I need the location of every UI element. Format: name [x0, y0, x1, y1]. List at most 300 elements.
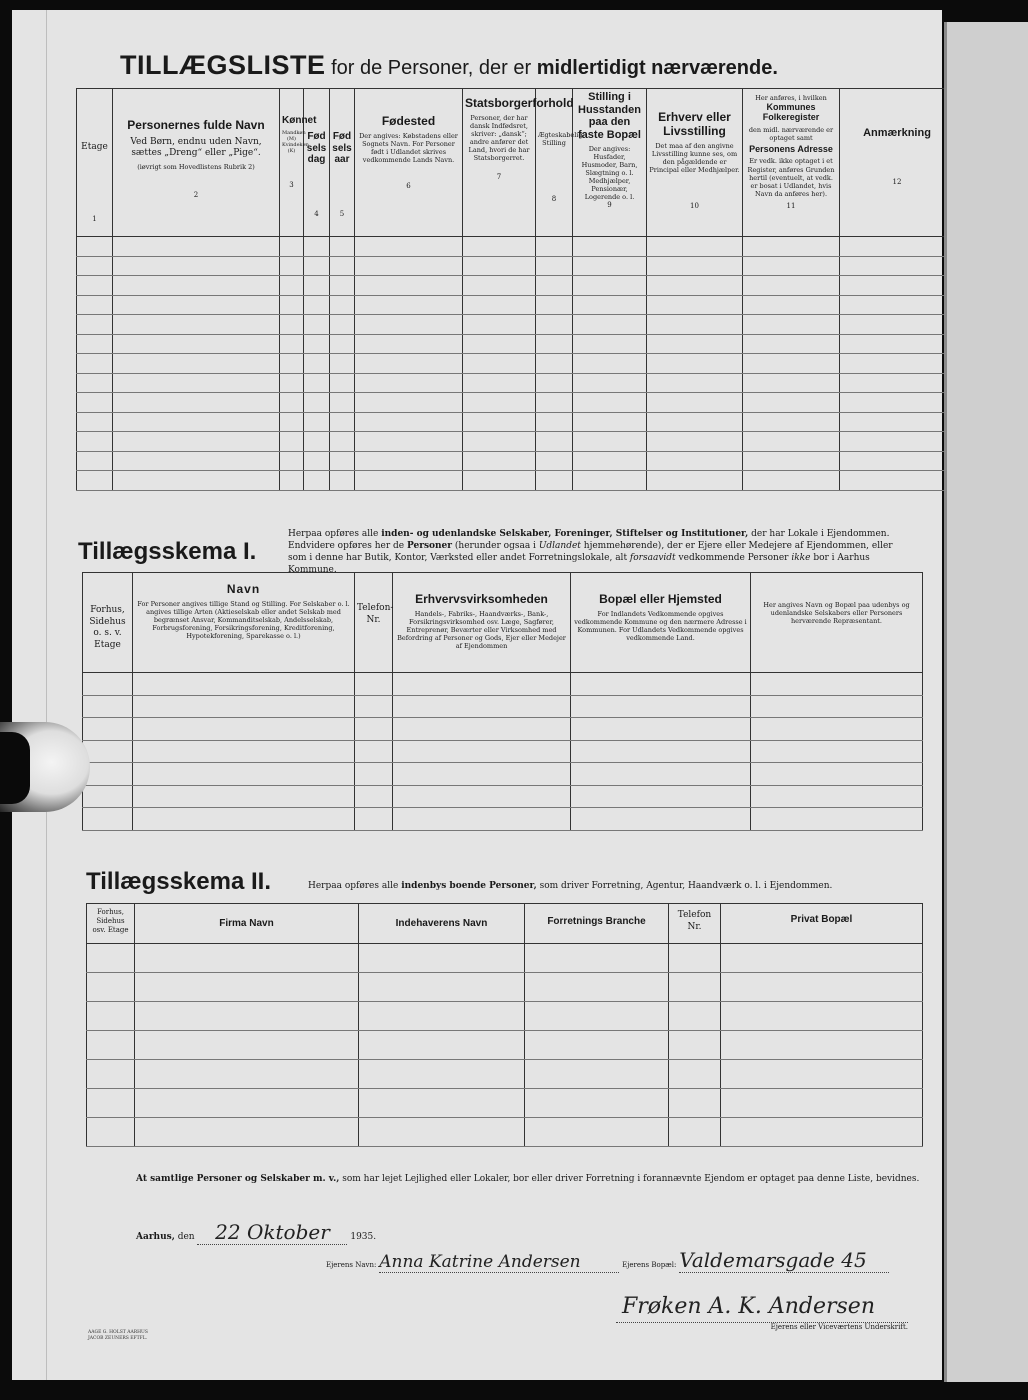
- empty-cell[interactable]: [330, 276, 355, 296]
- empty-cell[interactable]: [751, 718, 923, 741]
- empty-cell[interactable]: [463, 256, 536, 276]
- empty-cell[interactable]: [355, 695, 393, 718]
- empty-cell[interactable]: [669, 944, 721, 973]
- skema1-row: [83, 673, 923, 696]
- empty-cell[interactable]: [536, 393, 573, 413]
- empty-cell[interactable]: [743, 315, 840, 335]
- empty-cell[interactable]: [721, 1031, 923, 1060]
- empty-cell[interactable]: [721, 1060, 923, 1089]
- col-foedselsaar: Fødselsaar 5: [330, 89, 355, 237]
- owner-address-handwritten: Valdemarsgade 45: [679, 1248, 889, 1273]
- empty-cell[interactable]: [463, 471, 536, 491]
- empty-cell[interactable]: [87, 1031, 135, 1060]
- empty-cell[interactable]: [463, 373, 536, 393]
- empty-cell[interactable]: [721, 1118, 923, 1147]
- list-row: [77, 412, 955, 432]
- empty-cell[interactable]: [743, 451, 840, 471]
- empty-cell[interactable]: [647, 237, 743, 257]
- empty-cell[interactable]: [573, 393, 647, 413]
- signature-label: Ejerens eller Viceværtens Underskrift.: [616, 1322, 908, 1331]
- empty-cell[interactable]: [840, 295, 955, 315]
- empty-cell[interactable]: [840, 373, 955, 393]
- empty-cell[interactable]: [571, 740, 751, 763]
- col-aegteskab: Ægteskabelig Stilling 8: [536, 89, 573, 237]
- col-statsborger: Statsborgerforhold Personer, der har dansk Indfødsret, skriver: „dansk“; andre anfører det Land, hvori de har Statsborgerret. 7: [463, 89, 536, 237]
- skema2-description: Herpaa opføres alle indenbys boende Personer, som driver Forretning, Agentur, Haandværk o. l. i Ejendommen.: [308, 881, 833, 891]
- list-row: [77, 373, 955, 393]
- empty-cell[interactable]: [525, 1002, 669, 1031]
- empty-cell[interactable]: [536, 373, 573, 393]
- empty-cell[interactable]: [571, 718, 751, 741]
- empty-cell[interactable]: [280, 471, 304, 491]
- empty-cell[interactable]: [355, 354, 463, 374]
- empty-cell[interactable]: [463, 393, 536, 413]
- adjacent-page: [944, 22, 1028, 1382]
- empty-cell[interactable]: [87, 973, 135, 1002]
- empty-cell[interactable]: [304, 334, 330, 354]
- empty-cell[interactable]: [77, 237, 113, 257]
- empty-cell[interactable]: [280, 334, 304, 354]
- empty-cell[interactable]: [135, 973, 359, 1002]
- skema2-row: [87, 1118, 923, 1147]
- empty-cell[interactable]: [669, 1031, 721, 1060]
- empty-cell[interactable]: [573, 334, 647, 354]
- skema1-row: [83, 695, 923, 718]
- col-erhverv: Erhverv eller Livsstilling Det maa af den angivne Livsstilling kunne ses, om den pågældende er Principal eller Medhjælper. 10: [647, 89, 743, 237]
- empty-cell[interactable]: [647, 276, 743, 296]
- empty-cell[interactable]: [304, 432, 330, 452]
- empty-cell[interactable]: [463, 432, 536, 452]
- empty-cell[interactable]: [840, 354, 955, 374]
- empty-cell[interactable]: [743, 354, 840, 374]
- empty-cell[interactable]: [135, 1118, 359, 1147]
- empty-cell[interactable]: [113, 393, 280, 413]
- empty-cell[interactable]: [647, 393, 743, 413]
- empty-cell[interactable]: [113, 256, 280, 276]
- list-header-row: [77, 89, 955, 237]
- empty-cell[interactable]: [280, 432, 304, 452]
- empty-cell[interactable]: [840, 276, 955, 296]
- col-navn: Personernes fulde Navn Ved Børn, endnu uden Navn, sættes „Dreng“ eller „Pige“. (iøvrigt som Hovedlistens Rubrik 2) 2: [113, 89, 280, 237]
- empty-cell[interactable]: [133, 718, 355, 741]
- empty-cell[interactable]: [355, 237, 463, 257]
- title-middle: for de Personer, der er: [331, 57, 532, 79]
- empty-cell[interactable]: [525, 1031, 669, 1060]
- empty-cell[interactable]: [669, 1089, 721, 1118]
- empty-cell[interactable]: [393, 673, 571, 696]
- empty-cell[interactable]: [393, 763, 571, 786]
- empty-cell[interactable]: [393, 785, 571, 808]
- empty-cell[interactable]: [840, 393, 955, 413]
- empty-cell[interactable]: [355, 373, 463, 393]
- list-row: [77, 471, 955, 491]
- col-etage: Etage 1: [77, 89, 113, 237]
- empty-cell[interactable]: [536, 315, 573, 335]
- empty-cell[interactable]: [393, 740, 571, 763]
- empty-cell[interactable]: [83, 673, 133, 696]
- empty-cell[interactable]: [113, 432, 280, 452]
- empty-cell[interactable]: [113, 373, 280, 393]
- empty-cell[interactable]: [113, 315, 280, 335]
- s2-col-indehaver: Indehaverens Navn: [359, 904, 525, 944]
- empty-cell[interactable]: [330, 256, 355, 276]
- empty-cell[interactable]: [135, 944, 359, 973]
- empty-cell[interactable]: [77, 471, 113, 491]
- empty-cell[interactable]: [525, 1118, 669, 1147]
- list-row: [77, 354, 955, 374]
- empty-cell[interactable]: [77, 276, 113, 296]
- skema1-row: [83, 763, 923, 786]
- empty-cell[interactable]: [280, 276, 304, 296]
- tillaegsliste-table: [76, 88, 955, 491]
- empty-cell[interactable]: [536, 432, 573, 452]
- empty-cell[interactable]: [573, 315, 647, 335]
- empty-cell[interactable]: [463, 451, 536, 471]
- empty-cell[interactable]: [355, 471, 463, 491]
- empty-cell[interactable]: [743, 471, 840, 491]
- empty-cell[interactable]: [463, 412, 536, 432]
- empty-cell[interactable]: [135, 1060, 359, 1089]
- empty-cell[interactable]: [536, 237, 573, 257]
- empty-cell[interactable]: [571, 695, 751, 718]
- empty-cell[interactable]: [743, 334, 840, 354]
- col-anmaerkning: Anmærkning 12: [840, 89, 955, 237]
- empty-cell[interactable]: [304, 471, 330, 491]
- empty-cell[interactable]: [355, 276, 463, 296]
- empty-cell[interactable]: [840, 471, 955, 491]
- empty-cell[interactable]: [647, 334, 743, 354]
- empty-cell[interactable]: [359, 1002, 525, 1031]
- empty-cell[interactable]: [743, 412, 840, 432]
- empty-cell[interactable]: [113, 276, 280, 296]
- empty-cell[interactable]: [525, 1089, 669, 1118]
- list-row: [77, 315, 955, 335]
- empty-cell[interactable]: [355, 718, 393, 741]
- s1-col-etage: Forhus, Sidehus o. s. v. Etage: [83, 573, 133, 673]
- empty-cell[interactable]: [83, 808, 133, 831]
- empty-cell[interactable]: [355, 673, 393, 696]
- skema1-row: [83, 808, 923, 831]
- empty-cell[interactable]: [751, 740, 923, 763]
- empty-cell[interactable]: [87, 944, 135, 973]
- empty-cell[interactable]: [721, 1002, 923, 1031]
- empty-cell[interactable]: [359, 1060, 525, 1089]
- empty-cell[interactable]: [83, 718, 133, 741]
- empty-cell[interactable]: [83, 695, 133, 718]
- empty-cell[interactable]: [751, 763, 923, 786]
- skema1-row: [83, 740, 923, 763]
- empty-cell[interactable]: [330, 354, 355, 374]
- empty-cell[interactable]: [721, 944, 923, 973]
- empty-cell[interactable]: [393, 718, 571, 741]
- empty-cell[interactable]: [304, 237, 330, 257]
- empty-cell[interactable]: [743, 237, 840, 257]
- empty-cell[interactable]: [751, 673, 923, 696]
- empty-cell[interactable]: [113, 295, 280, 315]
- empty-cell[interactable]: [280, 315, 304, 335]
- empty-cell[interactable]: [840, 334, 955, 354]
- empty-cell[interactable]: [133, 673, 355, 696]
- empty-cell[interactable]: [463, 315, 536, 335]
- empty-cell[interactable]: [840, 412, 955, 432]
- empty-cell[interactable]: [573, 471, 647, 491]
- empty-cell[interactable]: [77, 451, 113, 471]
- empty-cell[interactable]: [571, 763, 751, 786]
- empty-cell[interactable]: [113, 237, 280, 257]
- empty-cell[interactable]: [330, 451, 355, 471]
- s1-col-bopael: Bopæl eller Hjemsted For Indlandets Vedkommende opgives vedkommende Kommune og den nærmere Adresse i Kommunen. For Udlandets Vedkommende opgives vedkommende Land.: [571, 573, 751, 673]
- owner-name-line: Ejerens Navn: Anna Katrine Andersen Ejerens Bopæl: Valdemarsgade 45: [326, 1248, 889, 1273]
- empty-cell[interactable]: [573, 451, 647, 471]
- empty-cell[interactable]: [280, 354, 304, 374]
- skema2-row: [87, 1060, 923, 1089]
- empty-cell[interactable]: [840, 451, 955, 471]
- empty-cell[interactable]: [135, 1031, 359, 1060]
- empty-cell[interactable]: [304, 373, 330, 393]
- empty-cell[interactable]: [113, 412, 280, 432]
- empty-cell[interactable]: [355, 740, 393, 763]
- empty-cell[interactable]: [355, 315, 463, 335]
- col-adresse: Her anføres, i hvilken Kommunes Folkeregister den midl. nærværende er optaget samt Personens Adresse Er vedk. ikke optaget i et Register, anføres Grunden hertil (eventuelt, at vedk. er bosat i Udlandet, hvis Navn da anføres her). 11: [743, 89, 840, 237]
- empty-cell[interactable]: [751, 695, 923, 718]
- empty-cell[interactable]: [135, 1089, 359, 1118]
- empty-cell[interactable]: [77, 334, 113, 354]
- list-row: [77, 432, 955, 452]
- empty-cell[interactable]: [280, 373, 304, 393]
- empty-cell[interactable]: [77, 354, 113, 374]
- empty-cell[interactable]: [304, 393, 330, 413]
- empty-cell[interactable]: [330, 471, 355, 491]
- empty-cell[interactable]: [573, 412, 647, 432]
- empty-cell[interactable]: [355, 334, 463, 354]
- list-row: [77, 334, 955, 354]
- empty-cell[interactable]: [77, 295, 113, 315]
- empty-cell[interactable]: [355, 295, 463, 315]
- s2-col-telefon: Telefon Nr.: [669, 904, 721, 944]
- empty-cell[interactable]: [304, 276, 330, 296]
- empty-cell[interactable]: [573, 276, 647, 296]
- empty-cell[interactable]: [669, 973, 721, 1002]
- empty-cell[interactable]: [647, 451, 743, 471]
- skema1-header-row: [83, 573, 923, 673]
- empty-cell[interactable]: [113, 471, 280, 491]
- empty-cell[interactable]: [304, 256, 330, 276]
- empty-cell[interactable]: [525, 944, 669, 973]
- empty-cell[interactable]: [355, 393, 463, 413]
- empty-cell[interactable]: [280, 295, 304, 315]
- empty-cell[interactable]: [304, 295, 330, 315]
- empty-cell[interactable]: [77, 432, 113, 452]
- skema2-row: [87, 973, 923, 1002]
- empty-cell[interactable]: [743, 276, 840, 296]
- signature-handwritten: Frøken A. K. Andersen: [622, 1294, 875, 1319]
- empty-cell[interactable]: [87, 1060, 135, 1089]
- empty-cell[interactable]: [87, 1089, 135, 1118]
- empty-cell[interactable]: [77, 315, 113, 335]
- empty-cell[interactable]: [359, 1118, 525, 1147]
- empty-cell[interactable]: [359, 1031, 525, 1060]
- empty-cell[interactable]: [573, 256, 647, 276]
- empty-cell[interactable]: [573, 295, 647, 315]
- date-line: Aarhus, den 22 Oktober 1935.: [136, 1220, 377, 1244]
- empty-cell[interactable]: [393, 808, 571, 831]
- empty-cell[interactable]: [573, 237, 647, 257]
- empty-cell[interactable]: [133, 695, 355, 718]
- empty-cell[interactable]: [463, 334, 536, 354]
- list-body: [77, 237, 955, 491]
- empty-cell[interactable]: [355, 785, 393, 808]
- empty-cell[interactable]: [355, 412, 463, 432]
- empty-cell[interactable]: [573, 432, 647, 452]
- empty-cell[interactable]: [77, 256, 113, 276]
- empty-cell[interactable]: [463, 354, 536, 374]
- empty-cell[interactable]: [463, 237, 536, 257]
- empty-cell[interactable]: [280, 393, 304, 413]
- empty-cell[interactable]: [721, 973, 923, 1002]
- skema1-row: [83, 718, 923, 741]
- empty-cell[interactable]: [355, 763, 393, 786]
- empty-cell[interactable]: [647, 354, 743, 374]
- empty-cell[interactable]: [751, 785, 923, 808]
- empty-cell[interactable]: [330, 432, 355, 452]
- printer-mark: AAGE G. HOLST AARHUS JACOB ZEUNERS EFTFL.: [88, 1330, 148, 1341]
- empty-cell[interactable]: [304, 315, 330, 335]
- empty-cell[interactable]: [840, 315, 955, 335]
- empty-cell[interactable]: [87, 1002, 135, 1031]
- empty-cell[interactable]: [133, 808, 355, 831]
- empty-cell[interactable]: [113, 354, 280, 374]
- list-row: [77, 451, 955, 471]
- empty-cell[interactable]: [463, 276, 536, 296]
- empty-cell[interactable]: [573, 373, 647, 393]
- empty-cell[interactable]: [536, 256, 573, 276]
- empty-cell[interactable]: [304, 354, 330, 374]
- owner-name-handwritten: Anna Katrine Andersen: [379, 1252, 619, 1273]
- empty-cell[interactable]: [330, 295, 355, 315]
- empty-cell[interactable]: [133, 763, 355, 786]
- empty-cell[interactable]: [536, 451, 573, 471]
- empty-cell[interactable]: [536, 334, 573, 354]
- skema2-header-row: [87, 904, 923, 944]
- empty-cell[interactable]: [83, 763, 133, 786]
- empty-cell[interactable]: [525, 973, 669, 1002]
- empty-cell[interactable]: [83, 785, 133, 808]
- empty-cell[interactable]: [133, 785, 355, 808]
- empty-cell[interactable]: [647, 373, 743, 393]
- empty-cell[interactable]: [743, 393, 840, 413]
- list-row: [77, 393, 955, 413]
- col-foedested: Fødested Der angives: Købstadens eller Sognets Navn. For Personer født i Udlandet skrives vedkommende Lands Navn. 6: [355, 89, 463, 237]
- empty-cell[interactable]: [840, 256, 955, 276]
- skema2-row: [87, 944, 923, 973]
- empty-cell[interactable]: [133, 740, 355, 763]
- empty-cell[interactable]: [355, 808, 393, 831]
- empty-cell[interactable]: [359, 973, 525, 1002]
- empty-cell[interactable]: [355, 432, 463, 452]
- empty-cell[interactable]: [355, 256, 463, 276]
- empty-cell[interactable]: [743, 295, 840, 315]
- empty-cell[interactable]: [330, 393, 355, 413]
- empty-cell[interactable]: [355, 451, 463, 471]
- empty-cell[interactable]: [669, 1002, 721, 1031]
- empty-cell[interactable]: [669, 1060, 721, 1089]
- empty-cell[interactable]: [280, 412, 304, 432]
- empty-cell[interactable]: [463, 295, 536, 315]
- page-title: [120, 50, 778, 81]
- skema1-table: [82, 572, 923, 831]
- empty-cell[interactable]: [751, 808, 923, 831]
- skema1-body: [83, 673, 923, 831]
- empty-cell[interactable]: [330, 373, 355, 393]
- col-foedselsdag: Fødselsdag 4: [304, 89, 330, 237]
- empty-cell[interactable]: [647, 256, 743, 276]
- empty-cell[interactable]: [536, 276, 573, 296]
- empty-cell[interactable]: [330, 412, 355, 432]
- empty-cell[interactable]: [280, 237, 304, 257]
- empty-cell[interactable]: [536, 295, 573, 315]
- list-row: [77, 256, 955, 276]
- empty-cell[interactable]: [536, 354, 573, 374]
- empty-cell[interactable]: [647, 315, 743, 335]
- empty-cell[interactable]: [83, 740, 133, 763]
- empty-cell[interactable]: [359, 944, 525, 973]
- s2-col-branche: Forretnings Branche: [525, 904, 669, 944]
- skema2-body: [87, 944, 923, 1147]
- empty-cell[interactable]: [304, 412, 330, 432]
- empty-cell[interactable]: [330, 334, 355, 354]
- empty-cell[interactable]: [87, 1118, 135, 1147]
- s1-col-erhverv: Erhvervsvirksomheden Handels-, Fabriks-, Haandværks-, Bank-, Forsikringsvirksomhed osv. Læge, Sagfører, Entreprenør, Beværter eller Virksomhed med Befordring af Personer og Gods, Ejer eller Medejer af Ejendommen: [393, 573, 571, 673]
- empty-cell[interactable]: [647, 471, 743, 491]
- empty-cell[interactable]: [280, 451, 304, 471]
- empty-cell[interactable]: [330, 315, 355, 335]
- empty-cell[interactable]: [647, 295, 743, 315]
- empty-cell[interactable]: [840, 432, 955, 452]
- title-main: TILLÆGSLISTE: [120, 50, 326, 80]
- empty-cell[interactable]: [721, 1089, 923, 1118]
- empty-cell[interactable]: [304, 451, 330, 471]
- col-stilling: Stilling i Husstanden paa den faste Bopæl Der angives: Husfader, Husmoder, Barn, Slægtning o. l. Medhjælper, Pensionær, Logerende o. l. 9: [573, 89, 647, 237]
- empty-cell[interactable]: [536, 412, 573, 432]
- empty-cell[interactable]: [77, 373, 113, 393]
- empty-cell[interactable]: [77, 412, 113, 432]
- form-sheet: [12, 10, 942, 1380]
- empty-cell[interactable]: [743, 256, 840, 276]
- empty-cell[interactable]: [536, 471, 573, 491]
- empty-cell[interactable]: [77, 393, 113, 413]
- empty-cell[interactable]: [359, 1089, 525, 1118]
- empty-cell[interactable]: [330, 237, 355, 257]
- empty-cell[interactable]: [571, 808, 751, 831]
- title-end: midlertidigt nærværende.: [536, 57, 778, 79]
- empty-cell[interactable]: [840, 237, 955, 257]
- empty-cell[interactable]: [525, 1060, 669, 1089]
- empty-cell[interactable]: [280, 256, 304, 276]
- empty-cell[interactable]: [647, 432, 743, 452]
- empty-cell[interactable]: [113, 451, 280, 471]
- empty-cell[interactable]: [571, 673, 751, 696]
- declaration: At samtlige Personer og Selskaber m. v., som har lejet Lejlighed eller Lokaler, bor eller driver Forretning i forannævnte Ejendom er optaget paa denne Liste, bevidnes.: [136, 1174, 920, 1184]
- empty-cell[interactable]: [647, 412, 743, 432]
- empty-cell[interactable]: [113, 334, 280, 354]
- empty-cell[interactable]: [135, 1002, 359, 1031]
- empty-cell[interactable]: [669, 1118, 721, 1147]
- empty-cell[interactable]: [571, 785, 751, 808]
- empty-cell[interactable]: [573, 354, 647, 374]
- empty-cell[interactable]: [743, 373, 840, 393]
- empty-cell[interactable]: [393, 695, 571, 718]
- empty-cell[interactable]: [743, 432, 840, 452]
